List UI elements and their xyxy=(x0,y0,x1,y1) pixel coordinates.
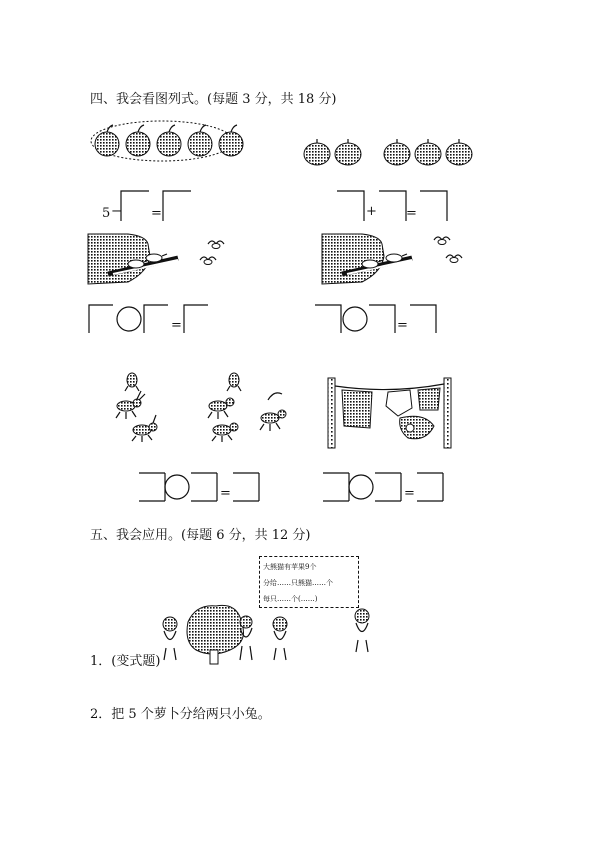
section-5-title: 五、我会应用。(每题 6 分，共 12 分) xyxy=(90,528,311,543)
apple-icon xyxy=(304,139,330,165)
apple-icon xyxy=(384,139,410,165)
bird-icon xyxy=(200,257,216,265)
equation-1-number: 5 xyxy=(102,206,111,221)
answer-box[interactable] xyxy=(416,472,444,502)
equation-2-plus: + xyxy=(366,204,377,219)
ant-icon xyxy=(125,373,139,391)
apple-icon xyxy=(95,125,119,156)
answer-box[interactable] xyxy=(419,190,449,222)
apples-picture-2 xyxy=(300,136,480,172)
answer-box[interactable] xyxy=(378,190,408,222)
operator-circle[interactable] xyxy=(162,472,192,502)
equation-5-equals: = xyxy=(220,486,231,501)
panda-icon xyxy=(163,617,177,660)
signboard-line-2: 分给……只熊猫……个 xyxy=(263,579,333,587)
apples-picture-1 xyxy=(88,118,248,166)
operator-circle[interactable] xyxy=(340,304,370,334)
ant-icon xyxy=(212,423,238,442)
bird-icon xyxy=(208,241,224,249)
equation-6-equals: = xyxy=(404,486,415,501)
apple-icon xyxy=(188,125,212,156)
ant-icon xyxy=(132,415,157,442)
answer-box[interactable] xyxy=(143,304,169,334)
apple-icon xyxy=(126,125,150,156)
apple-icon xyxy=(219,125,243,156)
answer-box[interactable] xyxy=(314,304,342,334)
equation-4-equals: = xyxy=(397,318,408,333)
apple-icon xyxy=(415,139,441,165)
tree-icon xyxy=(187,605,244,664)
answer-box[interactable] xyxy=(336,190,366,222)
question-2-text: 2．把 5 个萝卜分给两只小兔。 xyxy=(90,707,271,722)
bird-icon xyxy=(434,237,450,245)
equation-2-equals: = xyxy=(406,206,417,221)
answer-box[interactable] xyxy=(232,472,260,502)
panda-apples-picture xyxy=(156,598,376,668)
panda-icon xyxy=(273,617,287,660)
equation-3-equals: = xyxy=(171,318,182,333)
answer-box[interactable] xyxy=(368,304,396,334)
tree-birds-picture-1 xyxy=(88,230,248,286)
apple-icon xyxy=(335,139,361,165)
clothing-icon xyxy=(386,390,412,416)
answer-box[interactable] xyxy=(88,304,114,334)
answer-box[interactable] xyxy=(374,472,402,502)
ant-icon xyxy=(208,398,234,419)
panda-icon xyxy=(355,609,369,652)
apple-icon xyxy=(446,139,472,165)
clothesline-picture xyxy=(326,374,456,450)
signboard-line-1: 大熊猫有苹果9个 xyxy=(263,563,317,571)
operator-circle[interactable] xyxy=(346,472,376,502)
answer-box[interactable] xyxy=(183,304,209,334)
ant-icon xyxy=(260,393,286,431)
clothing-icon xyxy=(418,388,440,410)
equation-1-minus: − xyxy=(111,204,122,219)
ants-picture xyxy=(106,372,296,444)
equation-1-equals: = xyxy=(151,206,162,221)
ant-icon xyxy=(116,391,145,419)
section-4-title: 四、我会看图列式。(每题 3 分，共 18 分) xyxy=(90,92,337,107)
answer-box[interactable] xyxy=(190,472,218,502)
apple-icon xyxy=(157,125,181,156)
clothing-icon xyxy=(400,416,434,439)
signboard-line-3: 每只……个(……) xyxy=(263,595,318,603)
ant-icon xyxy=(227,373,241,391)
clothing-icon xyxy=(342,390,372,428)
bird-icon xyxy=(446,255,462,263)
answer-box[interactable] xyxy=(162,190,192,222)
operator-circle[interactable] xyxy=(114,304,144,334)
answer-box[interactable] xyxy=(120,190,150,222)
answer-box[interactable] xyxy=(409,304,437,334)
question-1-label: 1．(变式题) xyxy=(90,654,161,669)
tree-birds-picture-2 xyxy=(322,230,482,286)
